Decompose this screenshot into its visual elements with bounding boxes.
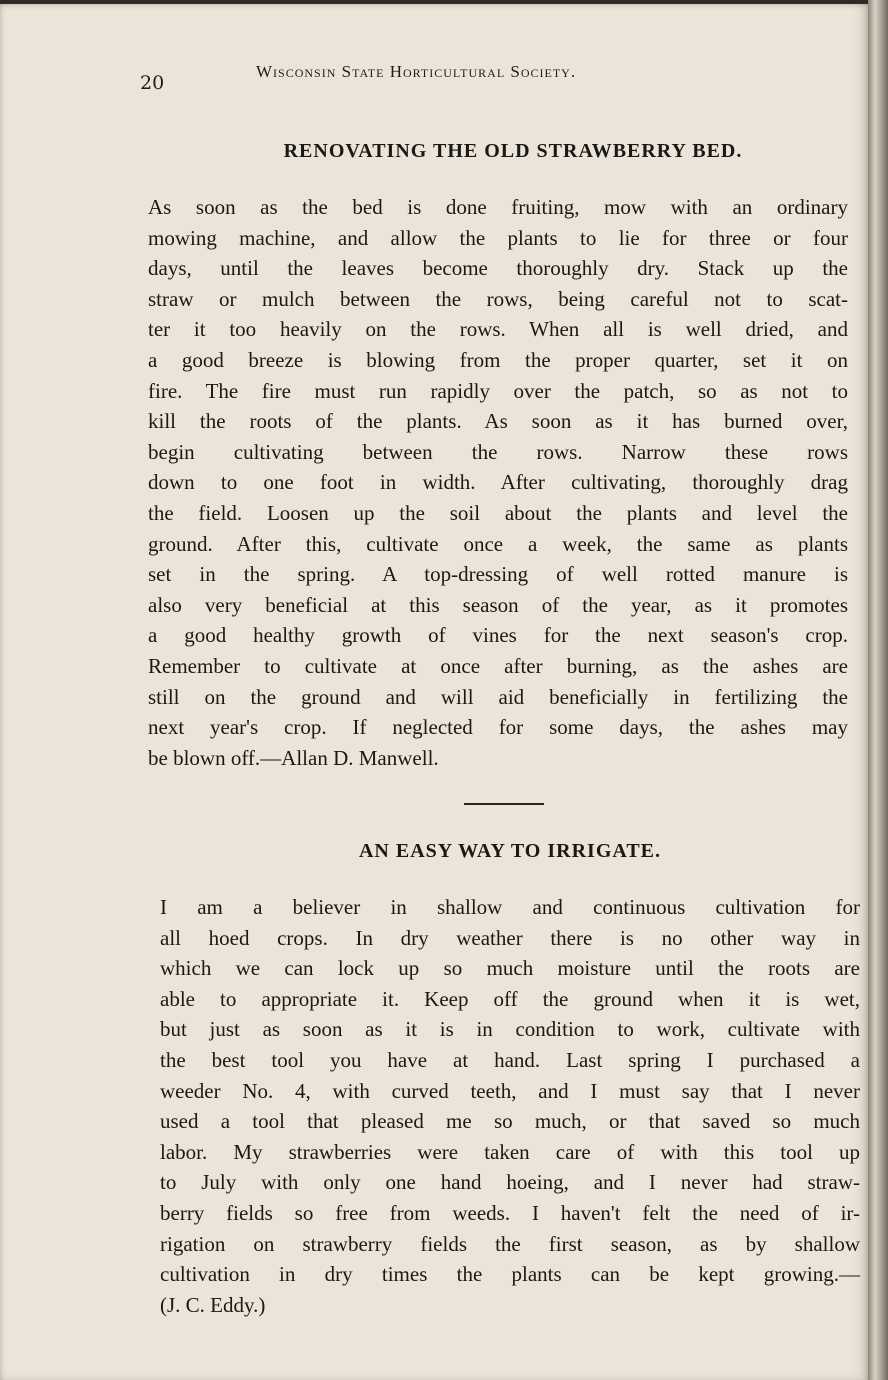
section-divider bbox=[464, 803, 544, 805]
text-line: Remember to cultivate at once after burning, as the ashes are bbox=[148, 653, 848, 678]
text-line: berry fields so free from weeds. I haven't felt the need of ir- bbox=[160, 1200, 860, 1225]
text-line: weeder No. 4, with curved teeth, and I must say that I never bbox=[160, 1078, 860, 1103]
text-line: days, until the leaves become thoroughly dry. Stack up the bbox=[148, 256, 848, 281]
text-line: a good breeze is blowing from the proper quarter, set it on bbox=[148, 347, 848, 372]
text-line: the best tool you have at hand. Last spring I purchased a bbox=[160, 1047, 860, 1072]
text-line: (J. C. Eddy.) bbox=[160, 1292, 266, 1317]
page-number: 20 bbox=[140, 72, 165, 94]
text-line: also very beneficial at this season of the year, as it promotes bbox=[148, 592, 848, 617]
text-line: rigation on strawberry fields the first season, as by shallow bbox=[160, 1231, 860, 1256]
article-irrigate bbox=[160, 840, 860, 1320]
article-heading: AN EASY WAY TO IRRIGATE. bbox=[358, 840, 662, 862]
text-line: begin cultivating between the rows. Narrow these rows bbox=[148, 439, 848, 464]
text-line: be blown off.—Allan D. Manwell. bbox=[148, 745, 439, 770]
text-line: still on the ground and will aid beneficially in fertilizing the bbox=[148, 684, 848, 709]
text-line: cultivation in dry times the plants can be kept growing.— bbox=[160, 1262, 860, 1287]
text-line: ter it too heavily on the rows. When all is well dried, and bbox=[148, 317, 848, 342]
text-line: which we can lock up so much moisture until the roots are bbox=[160, 956, 860, 981]
article-body bbox=[148, 192, 848, 773]
text-line: set in the spring. A top-dressing of well rotted manure is bbox=[148, 562, 848, 587]
text-line: used a tool that pleased me so much, or that saved so much bbox=[160, 1109, 860, 1134]
text-line: I am a believer in shallow and continuous cultivation for bbox=[160, 895, 860, 919]
page-top-edge bbox=[0, 0, 868, 4]
running-head bbox=[140, 62, 740, 92]
article-heading: RENOVATING THE OLD STRAWBERRY BED. bbox=[283, 140, 743, 162]
text-line: labor. My strawberries were taken care of with this tool up bbox=[160, 1139, 860, 1164]
text-line: to July with only one hand hoeing, and I never had straw- bbox=[160, 1170, 860, 1195]
text-line: fire. The fire must run rapidly over the patch, so as not to bbox=[148, 378, 848, 403]
text-line: next year's crop. If neglected for some days, the ashes may bbox=[148, 715, 848, 740]
text-line: As soon as the bed is done fruiting, mow with an ordinary bbox=[148, 195, 848, 219]
text-line: a good healthy growth of vines for the next season's crop. bbox=[148, 623, 848, 648]
book-spine-edge bbox=[868, 0, 888, 1380]
text-line: the field. Loosen up the soil about the plants and level the bbox=[148, 500, 848, 525]
text-line: all hoed crops. In dry weather there is no other way in bbox=[160, 925, 860, 950]
journal-title: Wisconsin State Horticultural Society. bbox=[256, 62, 577, 81]
text-line: straw or mulch between the rows, being careful not to scat- bbox=[148, 286, 848, 311]
text-line: mowing machine, and allow the plants to lie for three or four bbox=[148, 225, 848, 250]
text-line: but just as soon as it is in condition to work, cultivate with bbox=[160, 1017, 860, 1042]
text-line: kill the roots of the plants. As soon as it has burned over, bbox=[148, 409, 848, 434]
text-line: ground. After this, cultivate once a week, the same as plants bbox=[148, 531, 848, 556]
article-strawberry-bed bbox=[148, 140, 848, 773]
article-body bbox=[160, 892, 860, 1320]
text-line: able to appropriate it. Keep off the ground when it is wet, bbox=[160, 986, 860, 1011]
text-line: down to one foot in width. After cultivating, thoroughly drag bbox=[148, 470, 848, 495]
